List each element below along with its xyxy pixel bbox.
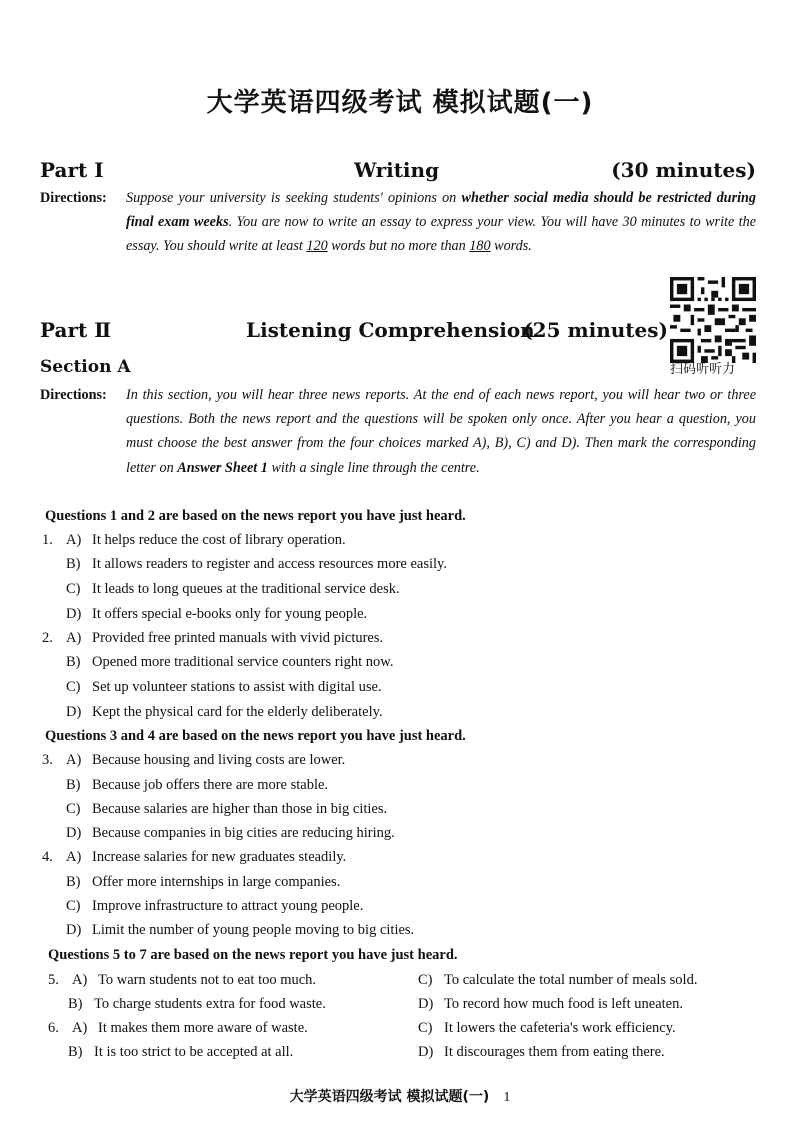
list-item: B) To charge students extra for food waste. (68, 996, 326, 1012)
directions-text: Suppose your university is seeking students' opinions on whether social media should be restricted during final exam weeks. You are now to write an essay to express your view. You will have 30 minutes to write the essay. You should write at least 120 words but no more than 180 words. (126, 190, 757, 255)
question-group-heading: Questions 5 to 7 are based on the news report you have just heard. (48, 947, 458, 963)
list-item: 2. A) Provided free printed manuals with vivid pictures. (42, 630, 384, 646)
list-item: D) Kept the physical card for the elderly deliberately. (66, 704, 383, 720)
directions-label: Directions: (40, 387, 107, 403)
page-title: 大学英语四级考试 模拟试题(一) (206, 88, 594, 118)
list-item: 3. A) Because housing and living costs are lower. (42, 752, 346, 768)
list-item: 4. A) Increase salaries for new graduates steadily. (42, 849, 347, 865)
list-item: C) Improve infrastructure to attract young people. (66, 898, 364, 914)
list-item: C) Set up volunteer stations to assist with digital use. (66, 679, 382, 695)
list-item: C) Because salaries are higher than those in big cities. (66, 801, 388, 817)
list-item: C) It lowers the cafeteria's work efficiency. (418, 1020, 676, 1036)
list-item: 6. A) It makes them more aware of waste. (48, 1020, 308, 1036)
part2-time: (25 minutes) (523, 318, 668, 342)
list-item: D) To record how much food is left uneaten. (418, 996, 683, 1012)
list-item: B) It allows readers to register and access resources more easily. (66, 556, 447, 572)
footer-title: 大学英语四级考试 模拟试题(一) (289, 1089, 490, 1105)
section-title: Section A (40, 357, 131, 377)
part1-directions (40, 186, 756, 259)
question-group-heading: Questions 1 and 2 are based on the news report you have just heard. (45, 508, 466, 524)
page-number: 1 (503, 1090, 511, 1105)
part1-header (40, 158, 756, 184)
part1-label: Part Ⅰ (40, 158, 104, 182)
list-item: D) It discourages them from eating there. (418, 1044, 665, 1060)
list-item: 5. A) To warn students not to eat too much. (48, 972, 317, 988)
qr-caption: 扫码听听力 (670, 362, 736, 377)
list-item: B) Offer more internships in large companies. (66, 874, 341, 890)
list-item: 1. A) It helps reduce the cost of library operation. (42, 532, 346, 548)
list-item: C) To calculate the total number of meals sold. (418, 972, 698, 988)
list-item: B) Because job offers there are more stable. (66, 777, 329, 793)
page-footer (0, 1086, 800, 1106)
part2-label: Part Ⅱ (40, 318, 112, 342)
list-item: B) It is too strict to be accepted at all. (68, 1044, 294, 1060)
part2-directions (40, 383, 756, 480)
list-item: B) Opened more traditional service counters right now. (66, 654, 394, 670)
list-item: D) It offers special e-books only for young people. (66, 606, 368, 622)
list-item: C) It leads to long queues at the traditional service desk. (66, 581, 400, 597)
list-item: D) Limit the number of young people moving to big cities. (66, 922, 415, 938)
directions-text: In this section, you will hear three news reports. At the end of each news report, you will hear two or three questions. Both the news report and the questions will be spoken only once. After you hear a question, you must choose the best answer from the four choices marked A), B), C) and D). Then mark the corresponding letter on Answer Sheet 1 with a single line through the centre. (126, 387, 756, 476)
part1-time: (30 minutes) (611, 158, 756, 182)
list-item: D) Because companies in big cities are reducing hiring. (66, 825, 395, 841)
directions-label: Directions: (40, 190, 107, 206)
part1-name: Writing (354, 158, 440, 182)
part2-name: Listening Comprehension (246, 318, 535, 342)
question-group-heading: Questions 3 and 4 are based on the news report you have just heard. (45, 728, 466, 744)
part2-header (40, 318, 756, 344)
